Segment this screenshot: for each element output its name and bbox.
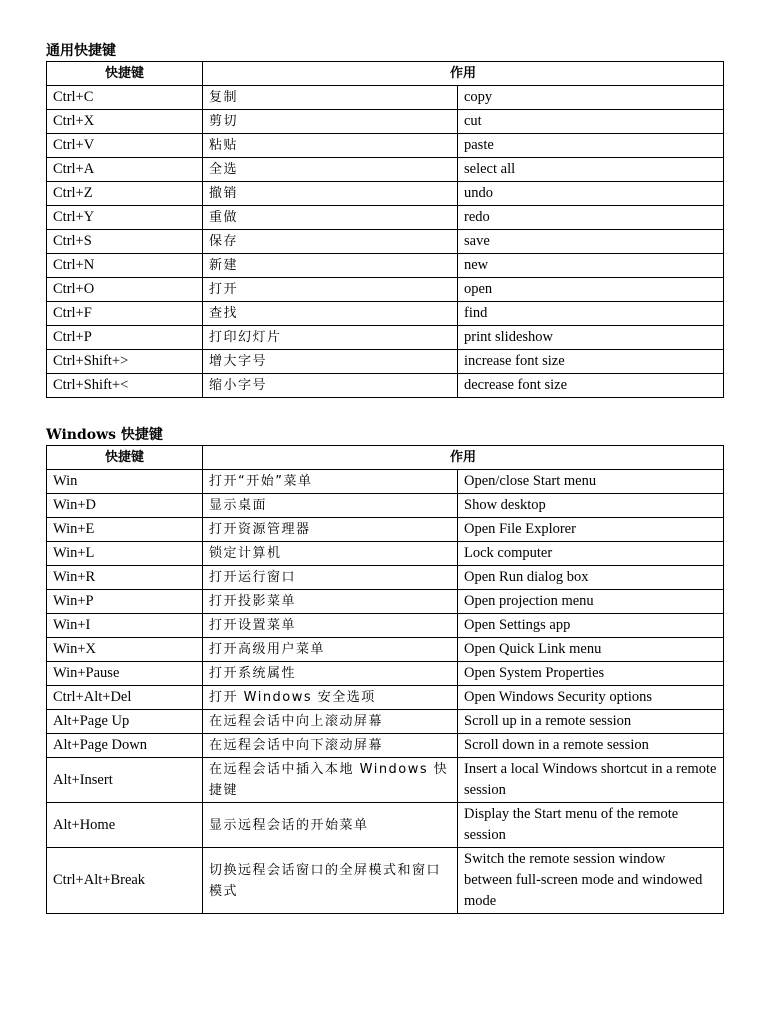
shortcut-key: Ctrl+F [47,302,203,326]
table-row [47,848,724,914]
action-zh: 打开高级用户菜单 [203,638,458,662]
shortcut-key: Ctrl+P [47,326,203,350]
action-en: Switch the remote session window between full-screen mode and windowed mode [458,848,724,914]
shortcut-key: Alt+Page Down [47,734,203,758]
table-row [47,182,724,206]
table-row [47,494,724,518]
action-en: Open/close Start menu [458,470,724,494]
shortcut-key: Ctrl+O [47,278,203,302]
action-zh: 保存 [203,230,458,254]
shortcut-key: Ctrl+Shift+> [47,350,203,374]
shortcut-key: Win+Pause [47,662,203,686]
action-zh: 在远程会话中插入本地 Windows 快捷键 [203,758,458,803]
header-shortcut: 快捷键 [47,62,203,86]
shortcut-key: Win+L [47,542,203,566]
shortcut-key: Ctrl+Z [47,182,203,206]
action-en: redo [458,206,724,230]
action-en: undo [458,182,724,206]
shortcut-key: Alt+Insert [47,758,203,803]
action-en: new [458,254,724,278]
action-zh: 切换远程会话窗口的全屏模式和窗口模式 [203,848,458,914]
action-zh: 显示远程会话的开始菜单 [203,803,458,848]
action-en: print slideshow [458,326,724,350]
action-zh: 打开系统属性 [203,662,458,686]
action-en: select all [458,158,724,182]
action-en: Scroll up in a remote session [458,710,724,734]
action-zh: 打开投影菜单 [203,590,458,614]
action-zh: 锁定计算机 [203,542,458,566]
action-en: Open projection menu [458,590,724,614]
shortcut-key: Ctrl+X [47,110,203,134]
action-en: decrease font size [458,374,724,398]
action-en: paste [458,134,724,158]
table-row [47,254,724,278]
action-zh: 全选 [203,158,458,182]
shortcut-key: Win+D [47,494,203,518]
action-en: Insert a local Windows shortcut in a remote session [458,758,724,803]
general-shortcuts-title: 通用快捷键 [46,43,116,59]
table-row [47,638,724,662]
table-row [47,350,724,374]
table-row [47,734,724,758]
action-en: Display the Start menu of the remote session [458,803,724,848]
action-en: cut [458,110,724,134]
action-zh: 打开资源管理器 [203,518,458,542]
table-row [47,518,724,542]
general-shortcuts-table [46,61,724,398]
shortcut-key: Ctrl+S [47,230,203,254]
table-row [47,470,724,494]
action-en: save [458,230,724,254]
windows-shortcuts-title: Windows 快捷键 [46,427,163,443]
table-row [47,758,724,803]
shortcut-key: Alt+Page Up [47,710,203,734]
shortcut-key: Win+P [47,590,203,614]
header-action: 作用 [203,446,724,470]
table-row [47,590,724,614]
shortcut-key: Win [47,470,203,494]
windows-shortcuts-table [46,445,724,914]
action-en: Scroll down in a remote session [458,734,724,758]
shortcut-key: Ctrl+Alt+Del [47,686,203,710]
table-row [47,158,724,182]
action-en: Open Run dialog box [458,566,724,590]
shortcut-key: Win+R [47,566,203,590]
table-row [47,134,724,158]
action-en: Show desktop [458,494,724,518]
table-header-row [47,62,724,86]
shortcut-key: Ctrl+Alt+Break [47,848,203,914]
action-zh: 新建 [203,254,458,278]
table-row [47,803,724,848]
action-zh: 打开“开始”菜单 [203,470,458,494]
action-zh: 显示桌面 [203,494,458,518]
action-zh: 缩小字号 [203,374,458,398]
table-row [47,302,724,326]
action-zh: 重做 [203,206,458,230]
table-row [47,614,724,638]
action-zh: 在远程会话中向下滚动屏幕 [203,734,458,758]
table-header-row [47,446,724,470]
action-zh: 粘贴 [203,134,458,158]
action-en: find [458,302,724,326]
general-shortcuts-section [46,42,723,398]
action-en: open [458,278,724,302]
action-zh: 撤销 [203,182,458,206]
shortcut-key: Ctrl+A [47,158,203,182]
table-row [47,206,724,230]
shortcut-key: Ctrl+Y [47,206,203,230]
action-en: Open File Explorer [458,518,724,542]
table-row [47,710,724,734]
shortcut-key: Ctrl+V [47,134,203,158]
action-zh: 打开 Windows 安全选项 [203,686,458,710]
action-en: copy [458,86,724,110]
header-action: 作用 [203,62,724,86]
action-zh: 增大字号 [203,350,458,374]
shortcut-key: Win+E [47,518,203,542]
shortcut-key: Ctrl+Shift+< [47,374,203,398]
table-row [47,542,724,566]
action-zh: 在远程会话中向上滚动屏幕 [203,710,458,734]
action-en: Open System Properties [458,662,724,686]
action-zh: 剪切 [203,110,458,134]
action-zh: 查找 [203,302,458,326]
table-row [47,686,724,710]
table-row [47,374,724,398]
action-zh: 打开设置菜单 [203,614,458,638]
action-en: Open Settings app [458,614,724,638]
shortcut-key: Win+X [47,638,203,662]
action-en: Open Quick Link menu [458,638,724,662]
table-row [47,662,724,686]
action-en: Open Windows Security options [458,686,724,710]
action-zh: 复制 [203,86,458,110]
shortcut-key: Alt+Home [47,803,203,848]
action-zh: 打开运行窗口 [203,566,458,590]
windows-shortcuts-section [46,426,723,914]
header-shortcut: 快捷键 [47,446,203,470]
shortcut-key: Win+I [47,614,203,638]
action-en: Lock computer [458,542,724,566]
action-zh: 打开 [203,278,458,302]
action-zh: 打印幻灯片 [203,326,458,350]
table-row [47,278,724,302]
table-row [47,566,724,590]
table-row [47,326,724,350]
table-row [47,230,724,254]
table-row [47,86,724,110]
action-en: increase font size [458,350,724,374]
shortcut-key: Ctrl+N [47,254,203,278]
shortcut-key: Ctrl+C [47,86,203,110]
table-row [47,110,724,134]
